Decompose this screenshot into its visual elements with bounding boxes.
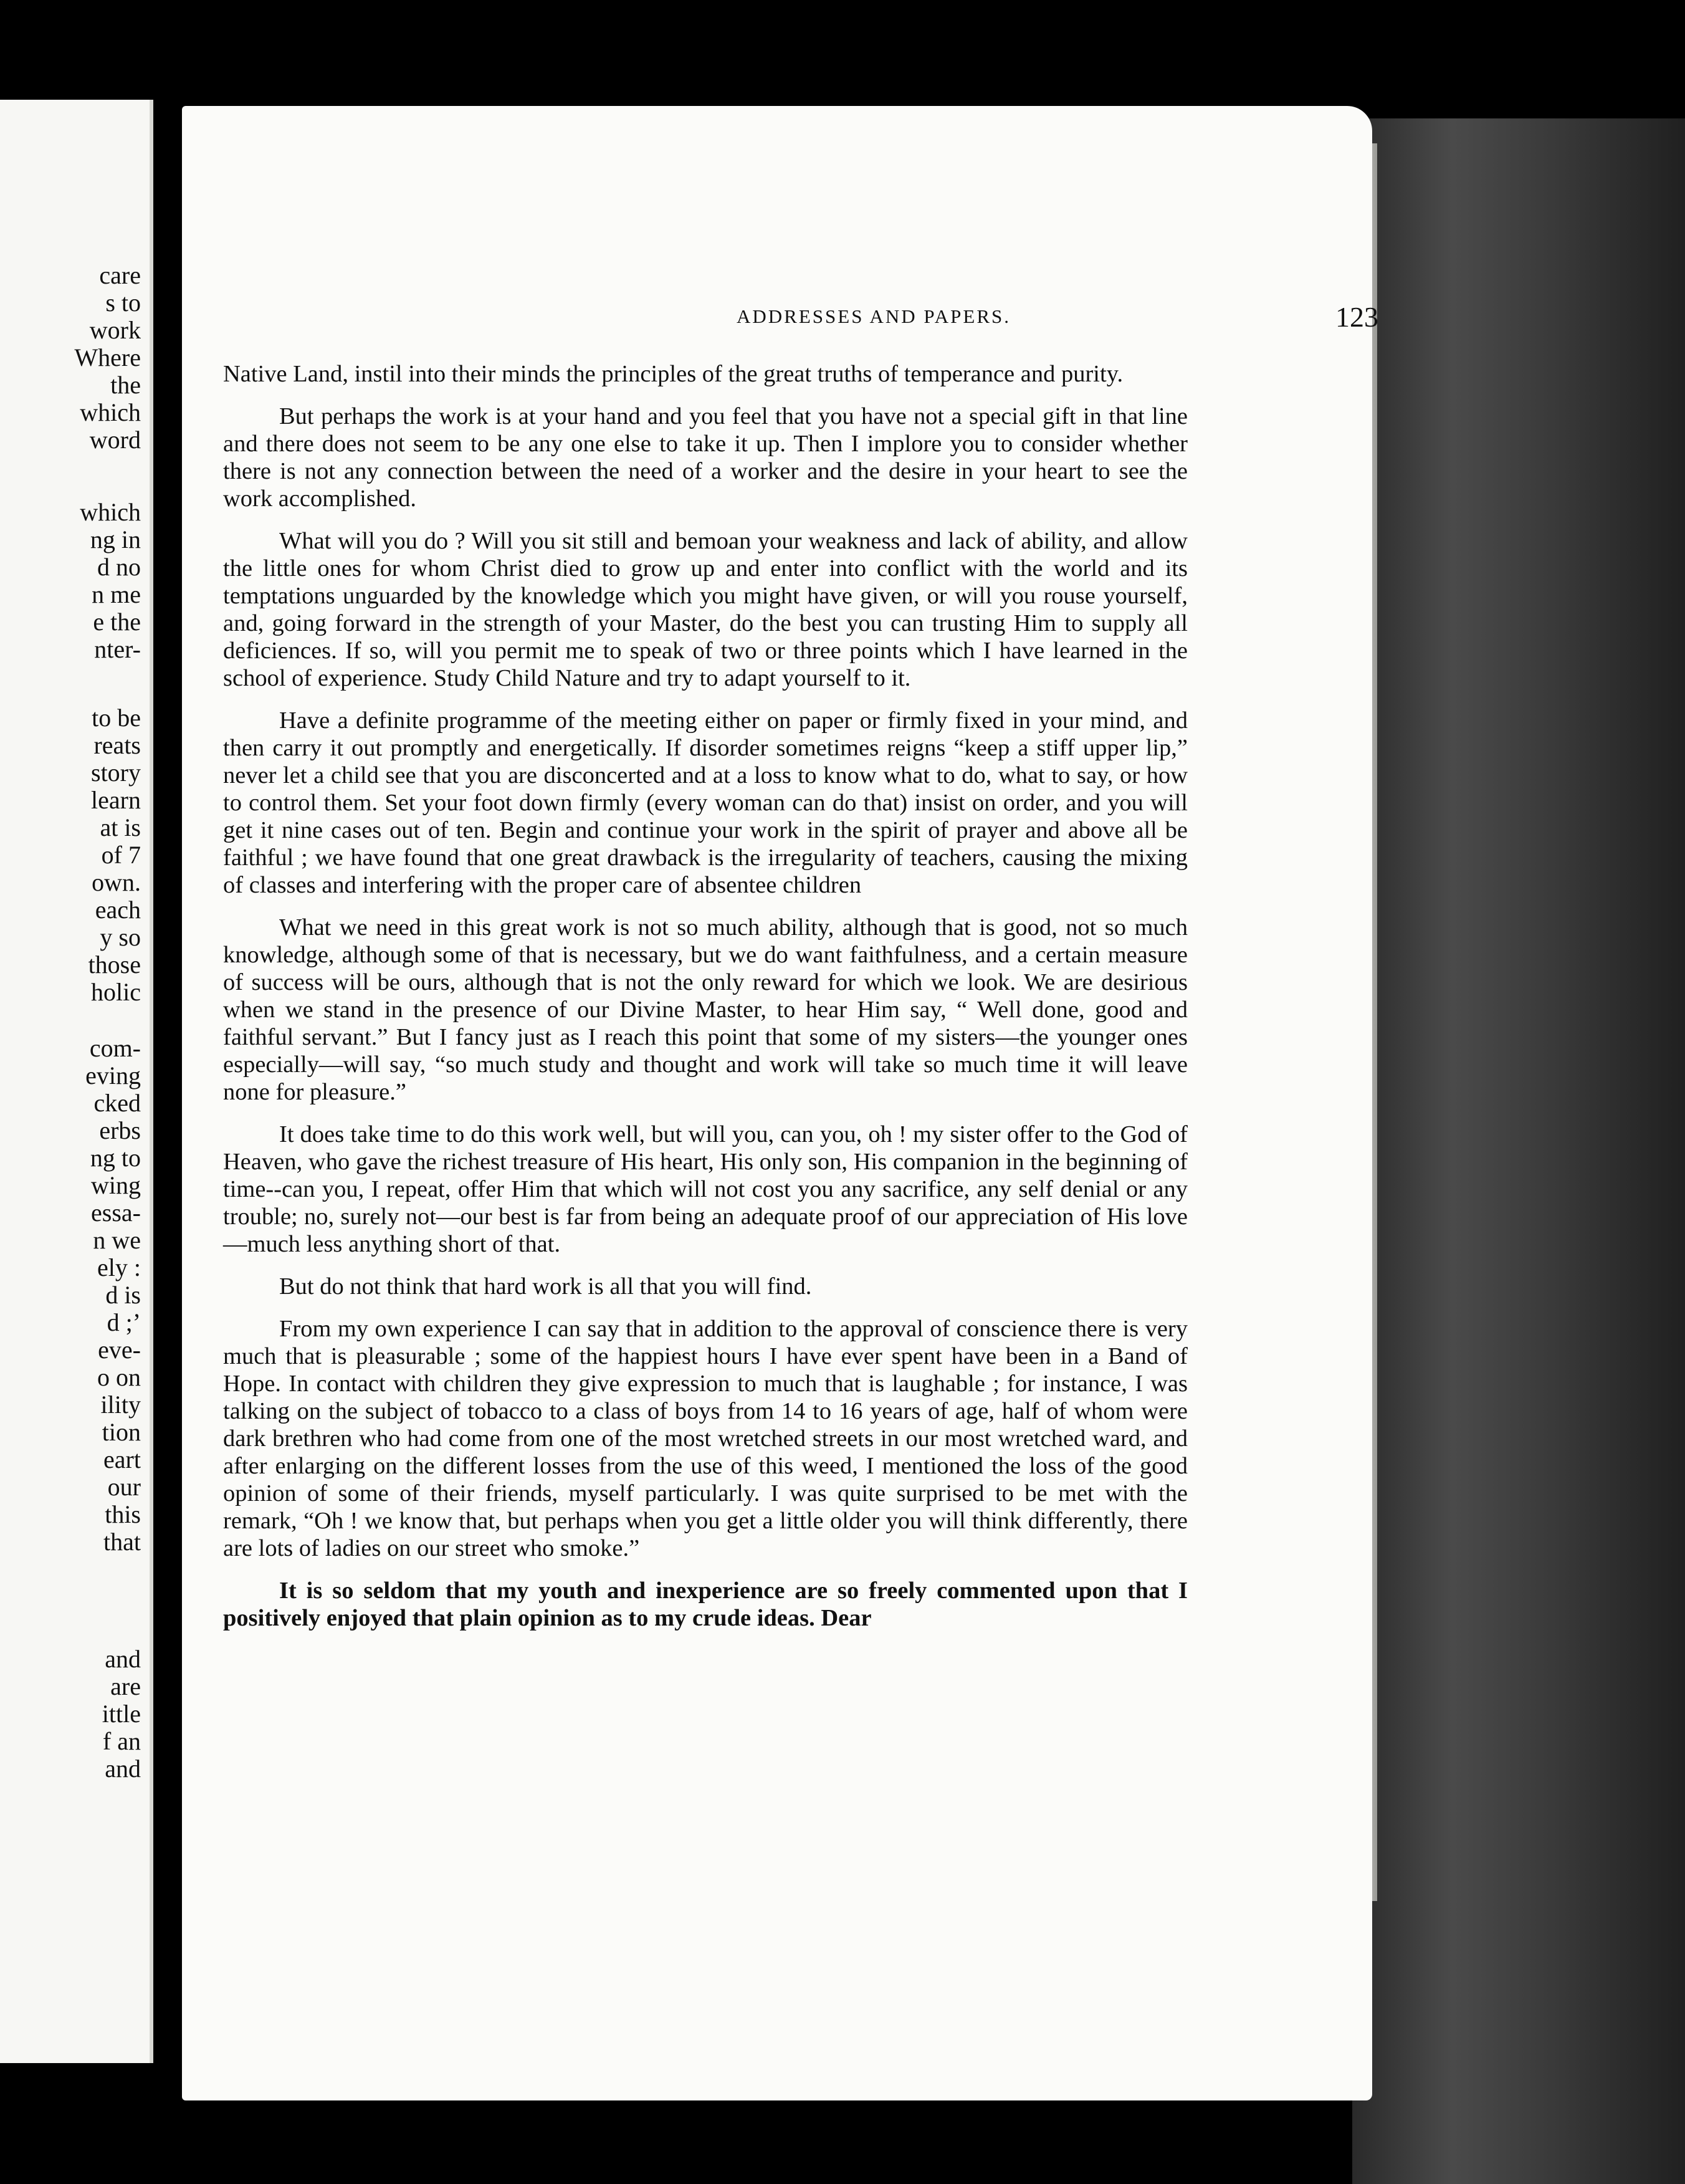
facing-page-text-fragment: each <box>95 896 141 924</box>
page-header <box>556 300 1378 338</box>
facing-page-text-fragment: eve- <box>98 1336 141 1364</box>
facing-page-text-fragment: eving <box>85 1061 141 1090</box>
paragraph: What will you do ? Will you sit still and bemoan your weakness and lack of ability, and allow the little ones for whom Christ died to grow up and enter into conflict with the world and its temptations unguarded by the knowledge which you might have given, or will you rouse yourself, and, going forward in the strength of your Master, do the best you can trusting Him to supply all deficiences. If so, will you permit me to speak of two or three points which I have learned in the school of experience. Study Child Nature and try to adapt yourself to it. <box>223 528 1188 691</box>
facing-page-text-fragment: our <box>107 1473 141 1501</box>
facing-page-text-fragment: which <box>80 398 141 426</box>
paragraph: From my own experience I can say that in addition to the approval of conscience there is very much that is pleasurable ; some of the happiest hours I have ever spent have been in a Band of Hope. In contact with children they give expression to much that is laughable ; for instance, I was talking on the subject of tobacco to a class of boys from 14 to 16 years of age, half of whom were dark brethren who had come from one of the most wretched streets in our most wretched ward, and after enlarging on the different losses from the use of this weed, I mentioned the loss of the good opinion of some of their friends, myself particularly. I was quite surprised to be met with the remark, “Oh ! we know that, but perhaps when you get a little older you will think differently, there are lots of ladies on our street who smoke.” <box>223 1316 1188 1561</box>
facing-page-text-fragment: learn <box>91 786 141 814</box>
facing-page-text-fragment: d is <box>105 1281 141 1309</box>
facing-page-text-fragment: holic <box>91 978 141 1006</box>
facing-page-text-fragment: cked <box>93 1089 141 1117</box>
running-head: ADDRESSES AND PAPERS. <box>737 305 1011 327</box>
facing-page-text-fragment: own. <box>92 868 141 896</box>
facing-page-text-fragment: wing <box>91 1171 141 1199</box>
facing-page-text-fragment: f an <box>102 1727 141 1755</box>
facing-page-text-fragment: erbs <box>99 1116 141 1144</box>
facing-page-text-fragment: story <box>91 759 141 787</box>
facing-page-text-fragment: to be <box>92 704 141 732</box>
facing-page-text-fragment: d no <box>97 553 141 581</box>
paragraph: Have a definite programme of the meeting either on paper or firmly fixed in your mind, and then carry it out promptly and energetically. If disorder sometimes reigns “keep a stiff upper lip,” never let a child see that you are disconcerted and at a loss to know what to do, what to say, or how to control them. Set your foot down firmly (every woman can do that) insist on order, and you will get it nine cases out of ten. Begin and continue your work in the spirit of prayer and above all be faithful ; we have found that one great drawback is the irregularity of teachers, causing the mixing of classes and interfering with the proper care of absentee children <box>223 707 1188 898</box>
facing-page-text-fragment: which <box>80 498 141 526</box>
facing-page-text-fragment: Where <box>74 343 141 371</box>
facing-page-text-fragment: ng to <box>90 1144 141 1172</box>
facing-page-text-fragment: ittle <box>102 1700 141 1728</box>
facing-page-text-fragment: are <box>110 1672 141 1700</box>
facing-page-text-fragment: y so <box>100 923 141 951</box>
facing-page-text-fragment: this <box>105 1500 141 1528</box>
facing-page-text-fragment: work <box>89 316 141 344</box>
paragraph: It is so seldom that my youth and inexperience are so freely commented upon that I positively enjoyed that plain opinion as to my crude ideas. Dear <box>223 1578 1188 1631</box>
facing-page-text-fragment: n we <box>93 1226 141 1254</box>
facing-page-text-fragment: n me <box>92 580 141 608</box>
paragraph: But do not think that hard work is all that you will find. <box>279 1273 812 1300</box>
facing-page-text-fragment: at is <box>100 813 141 841</box>
facing-page-text-fragment: e the <box>93 608 141 636</box>
facing-page-text-fragment: ely : <box>97 1253 141 1281</box>
facing-page-text-fragment: reats <box>93 731 141 759</box>
paragraph: Native Land, instil into their minds the principles of the great truths of temperance and purity. <box>223 361 1124 387</box>
facing-page-text-fragment: and <box>105 1645 141 1673</box>
facing-page-text-fragment: that <box>103 1528 141 1556</box>
facing-page-text-fragment: eart <box>103 1445 141 1473</box>
facing-page-text-fragment: the <box>110 371 141 399</box>
facing-page-text-fragment: s to <box>105 289 141 317</box>
facing-page-text-fragment: com- <box>89 1034 141 1062</box>
facing-page-text-fragment: word <box>89 426 141 454</box>
body-text <box>223 360 1188 1647</box>
facing-page-text-fragment: of 7 <box>101 841 141 869</box>
facing-page-left <box>0 100 153 2063</box>
facing-page-text-fragment: d ;’ <box>107 1308 141 1336</box>
book-cover <box>1352 118 1685 2184</box>
paragraph: It does take time to do this work well, but will you, can you, oh ! my sister offer to the God of Heaven, who gave the richest treasure of His heart, His only son, His companion in the beginning of time--can you, I repeat, offer Him that which will not cost you any sacrifice, any self denial or any trouble; no, surely not—our best is far from being an adequate proof of our appreciation of His love —much less anything short of that. <box>223 1121 1188 1257</box>
paragraph: What we need in this great work is not so much ability, although that is good, not so much knowledge, although some of that is necessary, but we do want faithfulness, and a certain measure of success will be ours, although that is not the only reward for which we look. We are desirious when we stand in the presence of our Divine Master, to hear Him say, “ Well done, good and faithful servant.” But I fancy just as I reach this point that some of my sisters—the younger ones especially—will say, “so much study and thought and work will take so much time it will leave none for pleasure.” <box>223 914 1188 1105</box>
facing-page-text-fragment: o on <box>97 1363 141 1391</box>
facing-page-text-fragment: those <box>88 951 141 979</box>
facing-page-text-fragment: tion <box>102 1418 141 1446</box>
facing-page-text-fragment: nter- <box>94 635 141 663</box>
page-number: 123 <box>1335 301 1378 333</box>
facing-page-text-fragment: care <box>99 261 141 289</box>
facing-page-text-fragment: and <box>105 1755 141 1783</box>
facing-page-text-fragment: ility <box>100 1391 141 1419</box>
facing-page-text-fragment: essa- <box>91 1199 141 1227</box>
paragraph: But perhaps the work is at your hand and you feel that you have not a special gift in that line and there does not seem to be any one else to take it up. Then I implore you to consider whether there is not any connection between the need of a worker and the desire in your heart to see the work accomplished. <box>223 403 1188 512</box>
facing-page-text-fragment: ng in <box>90 525 141 553</box>
